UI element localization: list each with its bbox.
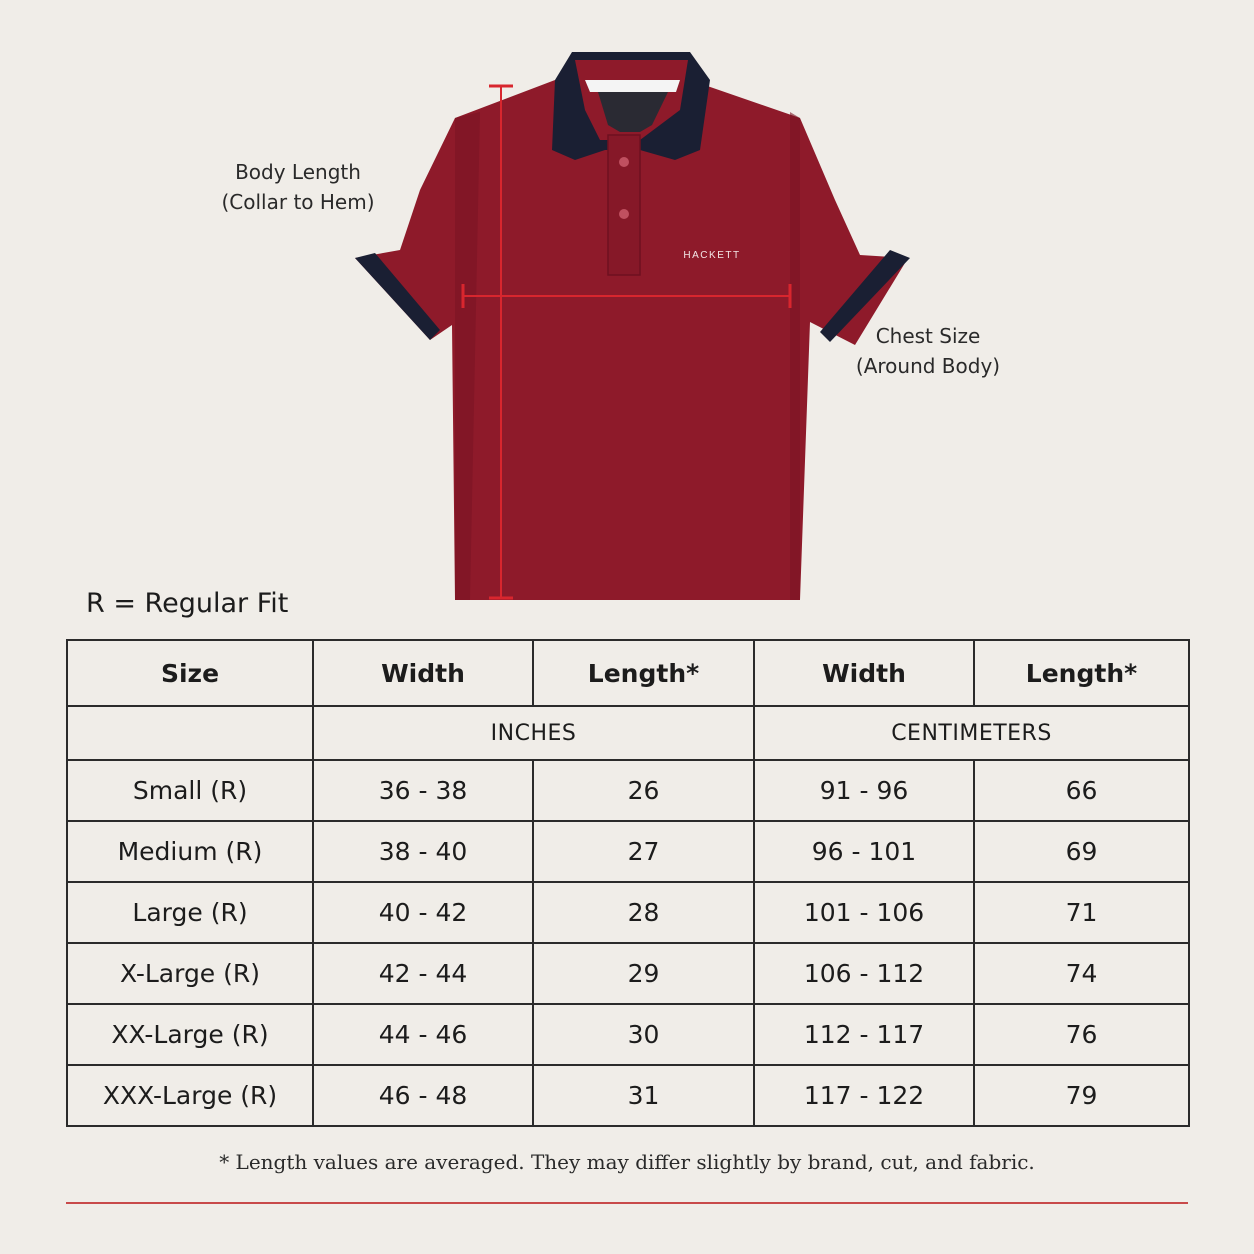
width-cm-cell: 101 - 106 xyxy=(754,882,974,943)
length-cm-cell: 71 xyxy=(974,882,1189,943)
size-cell: XXX-Large (R) xyxy=(67,1065,313,1126)
header-length-in: Length* xyxy=(533,640,754,706)
table-row xyxy=(67,1065,1189,1126)
width-in-cell: 38 - 40 xyxy=(313,821,533,882)
body-length-label-line1: Body Length xyxy=(235,160,361,184)
size-cell: Medium (R) xyxy=(67,821,313,882)
header-width-in: Width xyxy=(313,640,533,706)
width-cm-cell: 112 - 117 xyxy=(754,1004,974,1065)
length-cm-cell: 66 xyxy=(974,760,1189,821)
table-row xyxy=(67,882,1189,943)
body-length-label-line2: (Collar to Hem) xyxy=(221,190,375,214)
units-empty-cell xyxy=(67,706,313,760)
size-cell: XX-Large (R) xyxy=(67,1004,313,1065)
header-size: Size xyxy=(67,640,313,706)
chest-size-label-line1: Chest Size xyxy=(875,324,981,348)
width-in-cell: 44 - 46 xyxy=(313,1004,533,1065)
width-in-cell: 46 - 48 xyxy=(313,1065,533,1126)
length-in-cell: 30 xyxy=(533,1004,754,1065)
units-inches: INCHES xyxy=(313,706,754,760)
hackett-logo: HACKETT xyxy=(683,250,741,261)
length-cm-cell: 76 xyxy=(974,1004,1189,1065)
body-length-label xyxy=(210,157,386,217)
header-width-cm: Width xyxy=(754,640,974,706)
polo-diagram xyxy=(0,0,1254,620)
width-cm-cell: 96 - 101 xyxy=(754,821,974,882)
table-row xyxy=(67,821,1189,882)
fit-note: R = Regular Fit xyxy=(86,588,289,619)
chest-size-label-line2: (Around Body) xyxy=(855,354,1001,378)
chest-size-label xyxy=(840,321,1016,381)
footnote: * Length values are averaged. They may differ slightly by brand, cut, and fabric. xyxy=(219,1150,1035,1174)
table-row xyxy=(67,760,1189,821)
length-in-cell: 31 xyxy=(533,1065,754,1126)
length-cm-cell: 74 xyxy=(974,943,1189,1004)
length-cm-cell: 69 xyxy=(974,821,1189,882)
size-cell: Small (R) xyxy=(67,760,313,821)
length-in-cell: 27 xyxy=(533,821,754,882)
size-cell: X-Large (R) xyxy=(67,943,313,1004)
width-in-cell: 36 - 38 xyxy=(313,760,533,821)
table-row xyxy=(67,1004,1189,1065)
width-in-cell: 40 - 42 xyxy=(313,882,533,943)
size-cell: Large (R) xyxy=(67,882,313,943)
polo-shirt-illustration xyxy=(0,0,1254,620)
width-in-cell: 42 - 44 xyxy=(313,943,533,1004)
length-in-cell: 26 xyxy=(533,760,754,821)
size-chart-table xyxy=(66,639,1190,1127)
table-row xyxy=(67,943,1189,1004)
width-cm-cell: 106 - 112 xyxy=(754,943,974,1004)
placket xyxy=(608,135,640,275)
width-cm-cell: 117 - 122 xyxy=(754,1065,974,1126)
length-in-cell: 29 xyxy=(533,943,754,1004)
bottom-divider xyxy=(66,1202,1188,1204)
header-row xyxy=(67,640,1189,706)
units-centimeters: CENTIMETERS xyxy=(754,706,1189,760)
width-cm-cell: 91 - 96 xyxy=(754,760,974,821)
length-in-cell: 28 xyxy=(533,882,754,943)
units-row xyxy=(67,706,1189,760)
length-cm-cell: 79 xyxy=(974,1065,1189,1126)
header-length-cm: Length* xyxy=(974,640,1189,706)
